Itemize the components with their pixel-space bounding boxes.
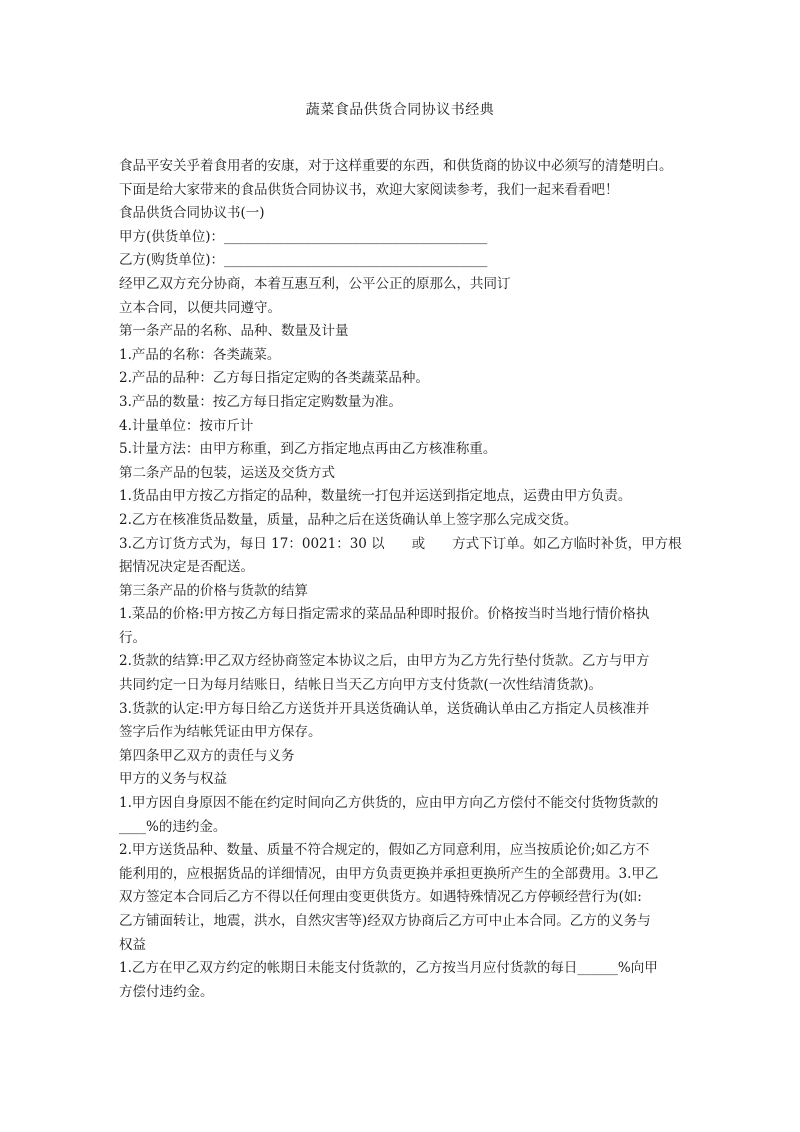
clause-line: 1.乙方在甲乙双方约定的帐期日未能支付货款的，乙方按当月应付货款的每日______%向甲: [119, 960, 658, 977]
clause-line: 1.甲方因自身原因不能在约定时间向乙方供货的，应由甲方向乙方偿付不能交付货物货款的: [119, 795, 659, 812]
clause-line: 乙方铺面转让，地震，洪水，自然灾害等)经双方协商后乙方可中止本合同。乙方的义务与: [119, 913, 651, 929]
article-heading: 第二条产品的包装，运送及交货方式: [119, 464, 335, 481]
clause-line: 1.菜品的价格:甲方按乙方每日指定需求的菜品品种即时报价。价格按当时当地行情价格执: [119, 606, 650, 623]
article-heading: 第四条甲乙双方的责任与义务: [119, 747, 295, 764]
paragraph-line: 下面是给大家带来的食品供货合同协议书，欢迎大家阅读参考，我们一起来看看吧！: [119, 181, 619, 198]
clause-line: 双方签定本合同后乙方不得以任何理由变更供货方。如遇特殊情况乙方停顿经营行为(如:: [119, 889, 642, 906]
clause-line: 签字后作为结帐凭证由甲方保存。: [119, 724, 322, 741]
clause-line: 3.乙方订货方式为，每日 17：0021：30 以 或 方式下订单。如乙方临时补货，甲方根: [119, 535, 682, 552]
article-heading: 第三条产品的价格与货款的结算: [119, 582, 308, 599]
paragraph-line: 经甲乙双方充分协商，本着互惠互利，公平公正的原那么，共同订: [119, 275, 511, 292]
clause-line: 据情况决定是否配送。: [119, 559, 254, 576]
subsection-heading: 甲方的义务与权益: [119, 771, 227, 788]
clause-line: 5.计量方法：由甲方称重，到乙方指定地点再由乙方核准称重。: [119, 441, 497, 458]
clause-line: 2.货款的结算:甲乙双方经协商签定本协议之后，由甲方为乙方先行垫付货款。乙方与甲方: [119, 653, 650, 670]
document-body: [119, 155, 687, 1004]
clause-line: 2.产品的品种：乙方每日指定定购的各类蔬菜品种。: [119, 370, 429, 387]
clause-line: ____%的违约金。: [119, 818, 227, 835]
party-a-field: 甲方(供货单位)：_______________________________________: [119, 228, 488, 245]
clause-line: 共同约定一日为每月结账日，结帐日当天乙方向甲方支付货款(一次性结清货款)。: [119, 677, 603, 694]
clause-line: 1.货品由甲方按乙方指定的品种，数量统一打包并运送到指定地点，运费由甲方负责。: [119, 488, 632, 505]
section-heading: 食品供货合同协议书(一): [119, 205, 265, 222]
clause-line: 方偿付违约金。: [119, 983, 214, 1000]
party-b-field: 乙方(购货单位)：_______________________________________: [119, 252, 488, 269]
clause-line: 3.货款的认定:甲方每日给乙方送货并开具送货确认单，送货确认单由乙方指定人员核准并: [119, 700, 650, 717]
paragraph-line: 食品平安关乎着食用者的安康，对于这样重要的东西，和供货商的协议中必须写的清楚明白。: [119, 158, 673, 174]
paragraph-line: 立本合同，以便共同遵守。: [119, 299, 281, 316]
clause-line: 能利用的，应根据货品的详细情况，由甲方负责更换并承担更换所产生的全部费用。3.甲乙: [119, 865, 659, 882]
article-heading: 第一条产品的名称、品种、数量及计量: [119, 323, 349, 340]
subsection-heading: 权益: [119, 936, 146, 953]
clause-line: 行。: [119, 629, 146, 646]
clause-line: 2.乙方在核准货品数量，质量，品种之后在送货确认单上签字那么完成交货。: [119, 511, 578, 528]
clause-line: 4.计量单位：按市斤计: [119, 417, 254, 434]
document-title: 蔬菜食品供货合同协议书经典: [305, 102, 495, 118]
clause-line: 3.产品的数量：按乙方每日指定定购数量为准。: [119, 393, 402, 410]
clause-line: 1.产品的名称：各类蔬菜。: [119, 346, 281, 363]
clause-line: 2.甲方送货品种、数量、质量不符合规定的，假如乙方同意利用，应当按质论价;如乙方不: [119, 842, 650, 859]
